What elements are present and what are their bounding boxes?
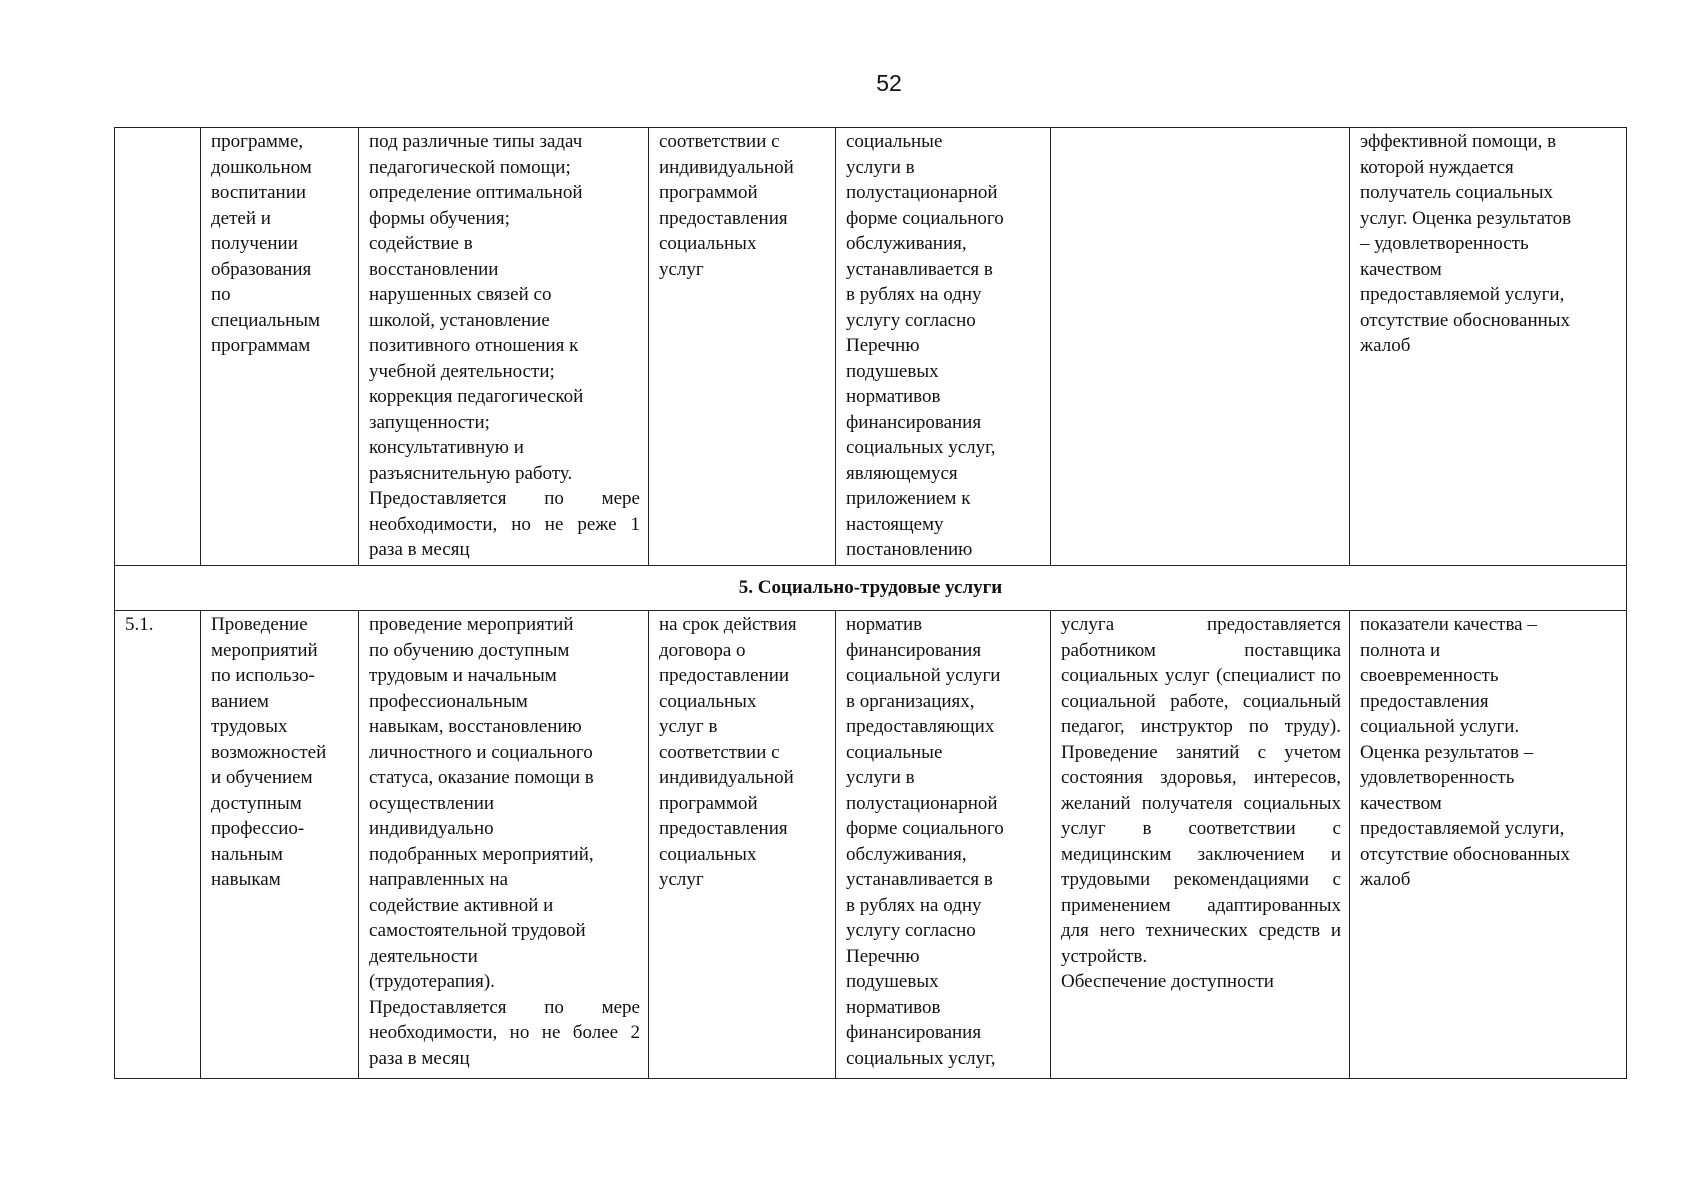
cell-service-description: [359, 611, 649, 1079]
description-text: проведение мероприятий по обучению доступным трудовым и начальным профессиональным навыкам, восстановлению личностного и социального статуса, оказание помощи в осуществлении индивидуально подобранных мероприятий, направленных на содействие активной и самостоятельной трудовой деятельности (трудотерапия).: [369, 614, 594, 992]
description-periodicity: Предоставляется по мере необходимости, но не более 2 раза в месяц: [369, 996, 640, 1069]
conditions-extra: Обеспечение доступности: [1061, 971, 1274, 992]
cell-service-name: программе, дошкольном воспитании детей и получении образования по специальным программам: [201, 128, 359, 566]
cell-service-term: на срок действия договора о предоставлении социальных услуг в соответствии с индивидуальной программой предоставления социальных услуг: [649, 611, 836, 1079]
section-heading: 5. Социально-трудовые услуги: [115, 566, 1627, 611]
description-text: под различные типы задач педагогической помощи; определение оптимальной формы обучения; содействие в восстановлении нарушенных связей со школой, установление позитивного отношения к учебной деятельности; коррекция педагогической запущенности; консультативную и разъяснительную работу.: [369, 131, 584, 484]
section-row: [115, 566, 1627, 611]
cell-service-name: Проведение мероприятий по использо- ванием трудовых возможностей и обучением доступным профессио- нальным навыкам: [201, 611, 359, 1079]
cell-number: [115, 128, 201, 566]
table-row-continued: [115, 128, 1627, 566]
conditions-text: услуга предоставляется работником поставщика социальных услуг (специалист по социальной работе, социальный педагог, инструктор по труду). Проведение занятий с учетом состояния здоровья, интересов, желаний получателя социальных услуг в соответствии с медицинским заключением и трудовыми рекомендациями с применением адаптированных для него технических средств и устройств.: [1061, 614, 1341, 967]
cell-number: 5.1.: [115, 611, 201, 1079]
cell-service-description: [359, 128, 649, 566]
cell-financing-norm: норматив финансирования социальной услуги в организациях, предоставляющих социальные услуги в полустационарной форме социального обслуживания, устанавливается в в рублях на одну услугу согласно Перечню подушевых нормативов финансирования социальных услуг,: [836, 611, 1051, 1079]
cell-quality-indicators: показатели качества – полнота и своевременность предоставления социальной услуги. Оценка результатов – удовлетворенность качеством предоставляемой услуги, отсутствие обоснованных жалоб: [1350, 611, 1627, 1079]
cell-service-conditions: [1051, 128, 1350, 566]
page-number: 52: [876, 70, 902, 96]
social-services-table: [114, 127, 1627, 1079]
cell-service-conditions: [1051, 611, 1350, 1079]
cell-quality-indicators: эффективной помощи, в которой нуждается получатель социальных услуг. Оценка результатов – удовлетворенность качеством предоставляемой услуги, отсутствие обоснованных жалоб: [1350, 128, 1627, 566]
cell-financing-norm: социальные услуги в полустационарной форме социального обслуживания, устанавливается в в рублях на одну услугу согласно Перечню подушевых нормативов финансирования социальных услуг, являющемуся приложением к настоящему постановлению: [836, 128, 1051, 566]
description-periodicity: Предоставляется по мере необходимости, но не реже 1 раза в месяц: [369, 488, 640, 560]
cell-service-term: соответствии с индивидуальной программой предоставления социальных услуг: [649, 128, 836, 566]
table-row-5-1: [115, 611, 1627, 1079]
